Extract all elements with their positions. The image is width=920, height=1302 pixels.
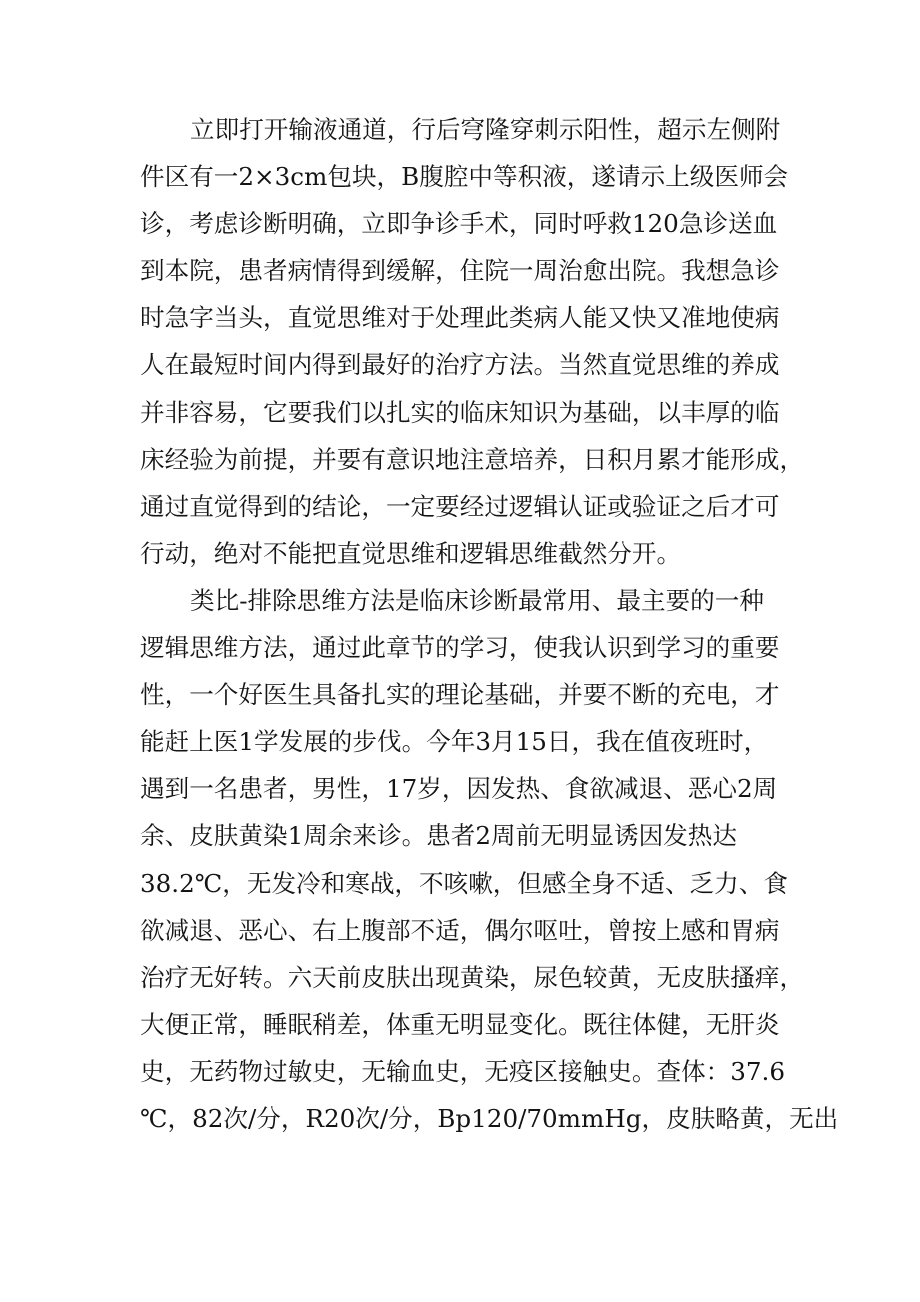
text-line: 余、皮肤黄染1周余来诊。患者2周前无明显诱因发热达 — [140, 821, 737, 851]
paragraph — [140, 577, 839, 1142]
text-line: 38.2℃，无发冷和寒战，不咳嗽，但感全身不适、乏力、食 — [140, 868, 788, 898]
text-line: 欲减退、恶心、右上腹部不适，偶尔呕吐，曾按上感和胃病 — [140, 915, 780, 945]
text-line: 并非容易，它要我们以扎实的临床知识为基础，以丰厚的临 — [140, 397, 780, 427]
text-line: 逻辑思维方法，通过此章节的学习，使我认识到学习的重要 — [140, 633, 780, 663]
text-line: 史，无药物过敏史，无输血史，无疫区接触史。查体：37.6 — [140, 1056, 786, 1086]
text-line: 能赶上医1学发展的步伐。今年3月15日，我在值夜班时， — [140, 727, 769, 757]
body-text — [140, 106, 839, 1142]
text-line: 件区有一2×3cm包块，B腹腔中等积液，遂请示上级医师会 — [140, 162, 789, 192]
paragraph — [140, 106, 805, 577]
text-line: ℃，82次/分，R20次/分，Bp120/70mmHg，皮肤略黄，无出 — [140, 1103, 839, 1133]
text-line: 诊，考虑诊断明确，立即争诊手术，同时呼救120急诊送血 — [140, 209, 778, 239]
text-line: 到本院，患者病情得到缓解，住院一周治愈出院。我想急诊 — [140, 256, 780, 286]
text-line: 时急字当头，直觉思维对于处理此类病人能又快又准地使病 — [140, 303, 780, 333]
text-line: 通过直觉得到的结论，一定要经过逻辑认证或验证之后才可 — [140, 491, 780, 521]
text-line: 性，一个好医生具备扎实的理论基础，并要不断的充电，才 — [140, 680, 780, 710]
text-line: 立即打开输液通道，行后穹隆穿刺示阳性，超示左侧附 — [190, 115, 781, 144]
text-line: 治疗无好转。六天前皮肤出现黄染，尿色较黄，无皮肤搔痒， — [140, 962, 805, 992]
text-line: 遇到一名患者，男性，17岁，因发热、食欲减退、恶心2周 — [140, 774, 778, 804]
text-line: 类比-排除思维方法是临床诊断最常用、最主要的一种 — [190, 585, 764, 615]
text-line: 行动，绝对不能把直觉思维和逻辑思维截然分开。 — [140, 538, 682, 568]
text-line: 床经验为前提，并要有意识地注意培养，日积月累才能形成， — [140, 444, 805, 474]
text-line: 人在最短时间内得到最好的治疗方法。当然直觉思维的养成 — [140, 350, 780, 380]
text-line: 大便正常，睡眠稍差，体重无明显变化。既往体健，无肝炎 — [140, 1009, 780, 1039]
